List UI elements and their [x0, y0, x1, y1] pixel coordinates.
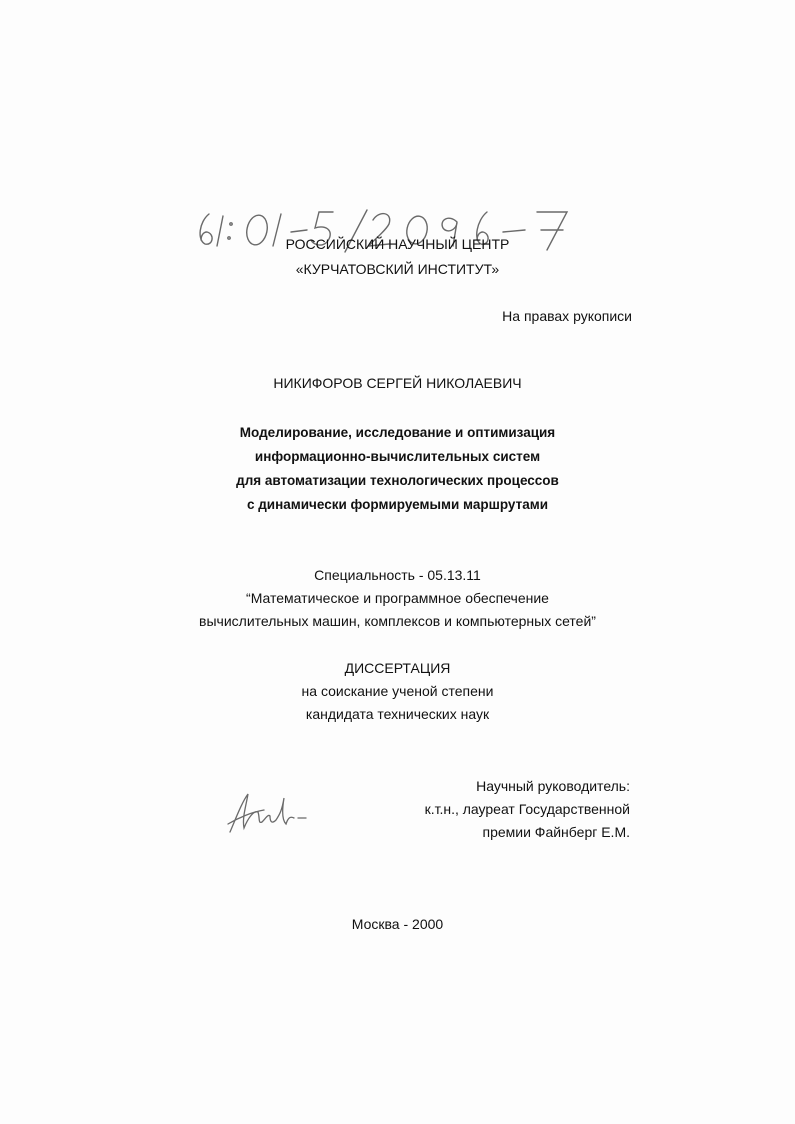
dissertation-degree-line1: на соискание ученой степени	[301, 683, 494, 699]
title-line-3: для автоматизации технологических процессов	[236, 473, 559, 488]
dissertation-label: ДИССЕРТАЦИЯ	[344, 660, 451, 676]
supervisor-line2: к.т.н., лауреат Государственной	[424, 801, 630, 817]
supervisor-line3: премии Файнберг Е.М.	[482, 824, 630, 840]
specialty-code: Специальность - 05.13.11	[314, 567, 481, 583]
org-name-line2: «КУРЧАТОВСКИЙ ИНСТИТУТ»	[295, 261, 500, 277]
signature	[222, 788, 312, 838]
dissertation-degree-line2: кандидата технических наук	[305, 706, 490, 722]
specialty-name-line1: “Математическое и программное обеспечение	[246, 590, 549, 606]
stamp-text: 61:01-5/2096-7	[195, 200, 202, 201]
specialty-name-line2: вычислительных машин, комплексов и компьютерных сетей”	[199, 613, 596, 629]
place-and-year: Москва - 2000	[351, 916, 444, 932]
org-name-line1: РОССИЙСКИЙ НАУЧНЫЙ ЦЕНТР	[285, 236, 510, 252]
title-line-4: с динамически формируемыми маршрутами	[246, 497, 549, 512]
title-line-1: Моделирование, исследование и оптимизация	[239, 425, 556, 440]
rights-notice: На правах рукописи	[502, 308, 632, 324]
supervisor-line1: Научный руководитель:	[476, 778, 630, 794]
title-line-2: информационно-вычислительных систем	[254, 449, 541, 464]
author-name: НИКИФОРОВ СЕРГЕЙ НИКОЛАЕВИЧ	[273, 375, 522, 391]
